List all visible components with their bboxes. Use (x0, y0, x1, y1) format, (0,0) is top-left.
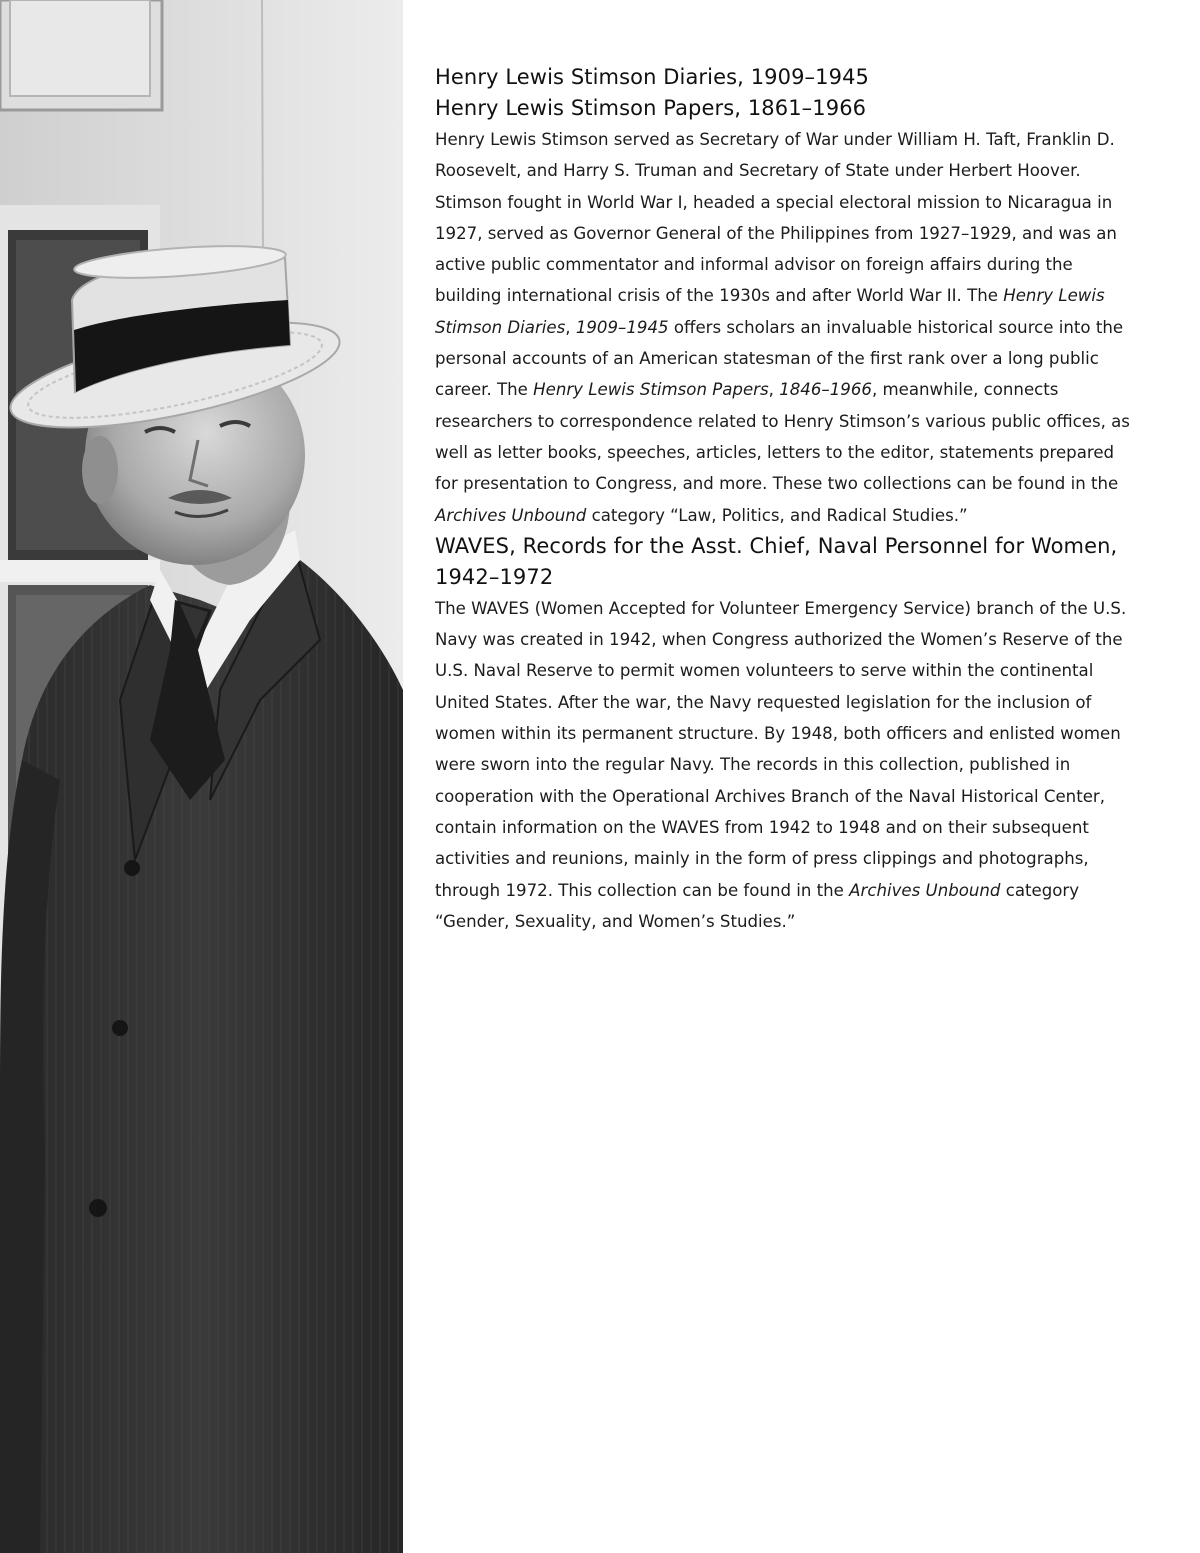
text-run: offers scholars an invaluable historical source into the personal accounts of an American statesman of the first rank over a long public career. The (435, 317, 1124, 400)
text-run: category “Gender, Sexuality, and Women’s Studies.” (435, 880, 1080, 931)
italic-date-range: 1909–1945 (575, 317, 669, 337)
text-column (435, 62, 1140, 937)
italic-product-name: Archives Unbound (435, 505, 587, 525)
stimson-description (435, 124, 1140, 531)
text-run: , meanwhile, connects researchers to correspondence related to Henry Stimson’s various public offices, as well as letter books, speeches, articles, letters to the editor, statements prepared for presentation to Congress, and more. These two collections can be found in the (435, 380, 1130, 494)
italic-date-range: 1846–1966 (779, 380, 872, 400)
text-run: , (768, 380, 780, 400)
italic-product-name: Archives Unbound (849, 880, 1001, 900)
italic-collection-name: Henry Lewis Stimson Diaries (435, 286, 1105, 337)
text-run: Henry Lewis Stimson served as Secretary of War under William H. Taft, Franklin D. Roosevelt, and Harry S. Truman and Secretary of State under Herbert Hoover. Stimson fought in World War I, headed a special electoral mission to Nicaragua in 1927, served as Governor General of the Philippines from 1927–1929, and was an active public commentator and informal advisor on foreign affairs during the building international crisis of the 1930s and after World War II. The (435, 130, 1117, 306)
waves-description (435, 593, 1140, 937)
title-stimson-diaries: Henry Lewis Stimson Diaries, 1909–1945 (435, 65, 870, 89)
text-run: , (565, 317, 576, 337)
italic-collection-name: Henry Lewis Stimson Papers (533, 380, 769, 400)
text-run: The WAVES (Women Accepted for Volunteer Emergency Service) branch of the U.S. Navy was created in 1942, when Congress authorized the Women’s Reserve of the U.S. Naval Reserve to permit women volunteers to serve within the continental United States. After the war, the Navy requested legislation for the inclusion of women within its permanent structure. By 1948, both officers and enlisted women were sworn into the regular Navy. The records in this collection, published in cooperation with the Operational Archives Branch of the Naval Historical Center, contain information on the WAVES from 1942 to 1948 and on their subsequent activities and reunions, mainly in the form of press clippings and photographs, through 1972. This collection can be found in the (435, 598, 1127, 900)
portrait-photo (0, 0, 403, 1553)
text-run: category “Law, Politics, and Radical Studies.” (586, 505, 968, 525)
title-waves-records: WAVES, Records for the Asst. Chief, Naval Personnel for Women, 1942–1972 (435, 533, 1118, 589)
title-stimson-papers: Henry Lewis Stimson Papers, 1861–1966 (435, 96, 867, 120)
